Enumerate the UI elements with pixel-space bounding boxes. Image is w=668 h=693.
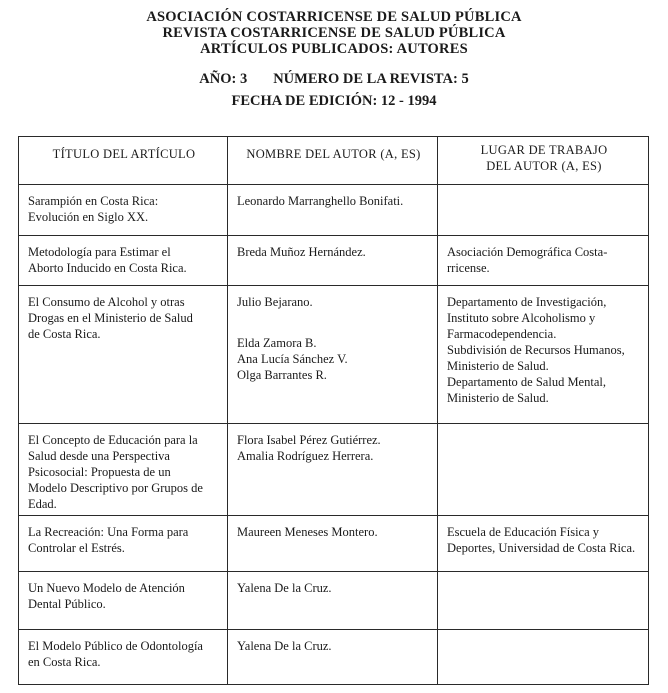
author-name-cell bbox=[228, 572, 438, 630]
article-title-line: Metodología para Estimar el bbox=[28, 245, 171, 259]
author-name-line: Maureen Meneses Montero. bbox=[237, 525, 378, 539]
author-name-line: Ana Lucía Sánchez V. bbox=[237, 352, 348, 366]
workplace-line: Subdivisión de Recursos Humanos, bbox=[447, 343, 625, 357]
author-name-line: Yalena De la Cruz. bbox=[237, 639, 332, 653]
author-name-cell bbox=[228, 185, 438, 236]
column-header-author: NOMBRE DEL AUTOR (A, ES) bbox=[228, 137, 438, 185]
article-title-cell bbox=[19, 630, 228, 685]
table-row bbox=[19, 516, 649, 572]
author-name-cell bbox=[228, 424, 438, 516]
workplace-cell bbox=[438, 286, 649, 424]
author-name-line: Breda Muñoz Hernández. bbox=[237, 245, 366, 259]
workplace-line: Escuela de Educación Física y bbox=[447, 525, 600, 539]
article-title-cell bbox=[19, 185, 228, 236]
workplace-line: Ministerio de Salud. bbox=[447, 359, 549, 373]
author-name-line: Olga Barrantes R. bbox=[237, 368, 327, 382]
workplace-cell bbox=[438, 236, 649, 286]
table-header-row bbox=[19, 137, 649, 185]
author-name-cell bbox=[228, 286, 438, 424]
table-row bbox=[19, 236, 649, 286]
article-title-cell bbox=[19, 572, 228, 630]
column-header-workplace: LUGAR DE TRABAJO DEL AUTOR (A, ES) bbox=[438, 137, 649, 185]
article-title-cell bbox=[19, 424, 228, 516]
article-title-cell bbox=[19, 286, 228, 424]
article-title-line: Aborto Inducido en Costa Rica. bbox=[28, 261, 187, 275]
article-title-cell bbox=[19, 236, 228, 286]
author-name-cell bbox=[228, 516, 438, 572]
article-title-line: Salud desde una Perspectiva bbox=[28, 449, 170, 463]
workplace-line: Asociación Demográfica Costa- bbox=[447, 245, 608, 259]
article-title-line: Evolución en Siglo XX. bbox=[28, 210, 149, 224]
author-name-cell bbox=[228, 236, 438, 286]
article-title-line: Controlar el Estrés. bbox=[28, 541, 125, 555]
journal-name: REVISTA COSTARRICENSE DE SALUD PÚBLICA bbox=[162, 25, 506, 41]
section-title: ARTÍCULOS PUBLICADOS: AUTORES bbox=[200, 41, 468, 57]
workplace-line: Instituto sobre Alcoholismo y bbox=[447, 311, 596, 325]
workplace-line: Ministerio de Salud. bbox=[447, 391, 549, 405]
article-title-line: Psicosocial: Propuesta de un bbox=[28, 465, 171, 479]
workplace-line: Departamento de Investigación, bbox=[447, 295, 607, 309]
article-title-line: Edad. bbox=[28, 497, 57, 511]
workplace-cell bbox=[438, 185, 649, 236]
author-name-line: Flora Isabel Pérez Gutiérrez. bbox=[237, 433, 381, 447]
workplace-cell bbox=[438, 516, 649, 572]
workplace-line: rricense. bbox=[447, 261, 490, 275]
article-title-line: Modelo Descriptivo por Grupos de bbox=[28, 481, 203, 495]
articles-table bbox=[18, 136, 649, 685]
edition-date: FECHA DE EDICIÓN: 12 - 1994 bbox=[231, 93, 437, 109]
workplace-cell bbox=[438, 424, 649, 516]
author-name-line: Julio Bejarano. bbox=[237, 295, 313, 309]
document-page bbox=[0, 9, 668, 693]
workplace-line: Farmacodependencia. bbox=[447, 327, 557, 341]
article-title-line: El Consumo de Alcohol y otras bbox=[28, 295, 185, 309]
table-row bbox=[19, 286, 649, 424]
article-title-line: El Modelo Público de Odontología bbox=[28, 639, 203, 653]
article-title-line: en Costa Rica. bbox=[28, 655, 101, 669]
issue-info bbox=[0, 71, 668, 87]
table-row bbox=[19, 424, 649, 516]
author-name-line: Yalena De la Cruz. bbox=[237, 581, 332, 595]
workplace-cell bbox=[438, 630, 649, 685]
column-header-title: TÍTULO DEL ARTÍCULO bbox=[19, 137, 228, 185]
workplace-line: Deportes, Universidad de Costa Rica. bbox=[447, 541, 636, 555]
article-title-line: Un Nuevo Modelo de Atención bbox=[28, 581, 185, 595]
article-title-line: Sarampión en Costa Rica: bbox=[28, 194, 159, 208]
table-row bbox=[19, 185, 649, 236]
article-title-line: La Recreación: Una Forma para bbox=[28, 525, 189, 539]
author-name-line: Leonardo Marranghello Bonifati. bbox=[237, 194, 404, 208]
author-name-line: Elda Zamora B. bbox=[237, 336, 317, 350]
organization-name: ASOCIACIÓN COSTARRICENSE DE SALUD PÚBLICA bbox=[146, 9, 522, 25]
author-name-cell bbox=[228, 630, 438, 685]
workplace-line: Departamento de Salud Mental, bbox=[447, 375, 606, 389]
article-title-line: de Costa Rica. bbox=[28, 327, 101, 341]
author-name-line: Amalia Rodríguez Herrera. bbox=[237, 449, 374, 463]
table-row bbox=[19, 572, 649, 630]
article-title-line: Drogas en el Ministerio de Salud bbox=[28, 311, 193, 325]
year-label: AÑO: 3 bbox=[199, 71, 248, 87]
workplace-cell bbox=[438, 572, 649, 630]
article-title-line: Dental Público. bbox=[28, 597, 106, 611]
table-row bbox=[19, 630, 649, 685]
article-title-line: El Concepto de Educación para la bbox=[28, 433, 198, 447]
issue-label: NÚMERO DE LA REVISTA: 5 bbox=[273, 71, 469, 87]
article-title-cell bbox=[19, 516, 228, 572]
document-header bbox=[0, 9, 668, 109]
